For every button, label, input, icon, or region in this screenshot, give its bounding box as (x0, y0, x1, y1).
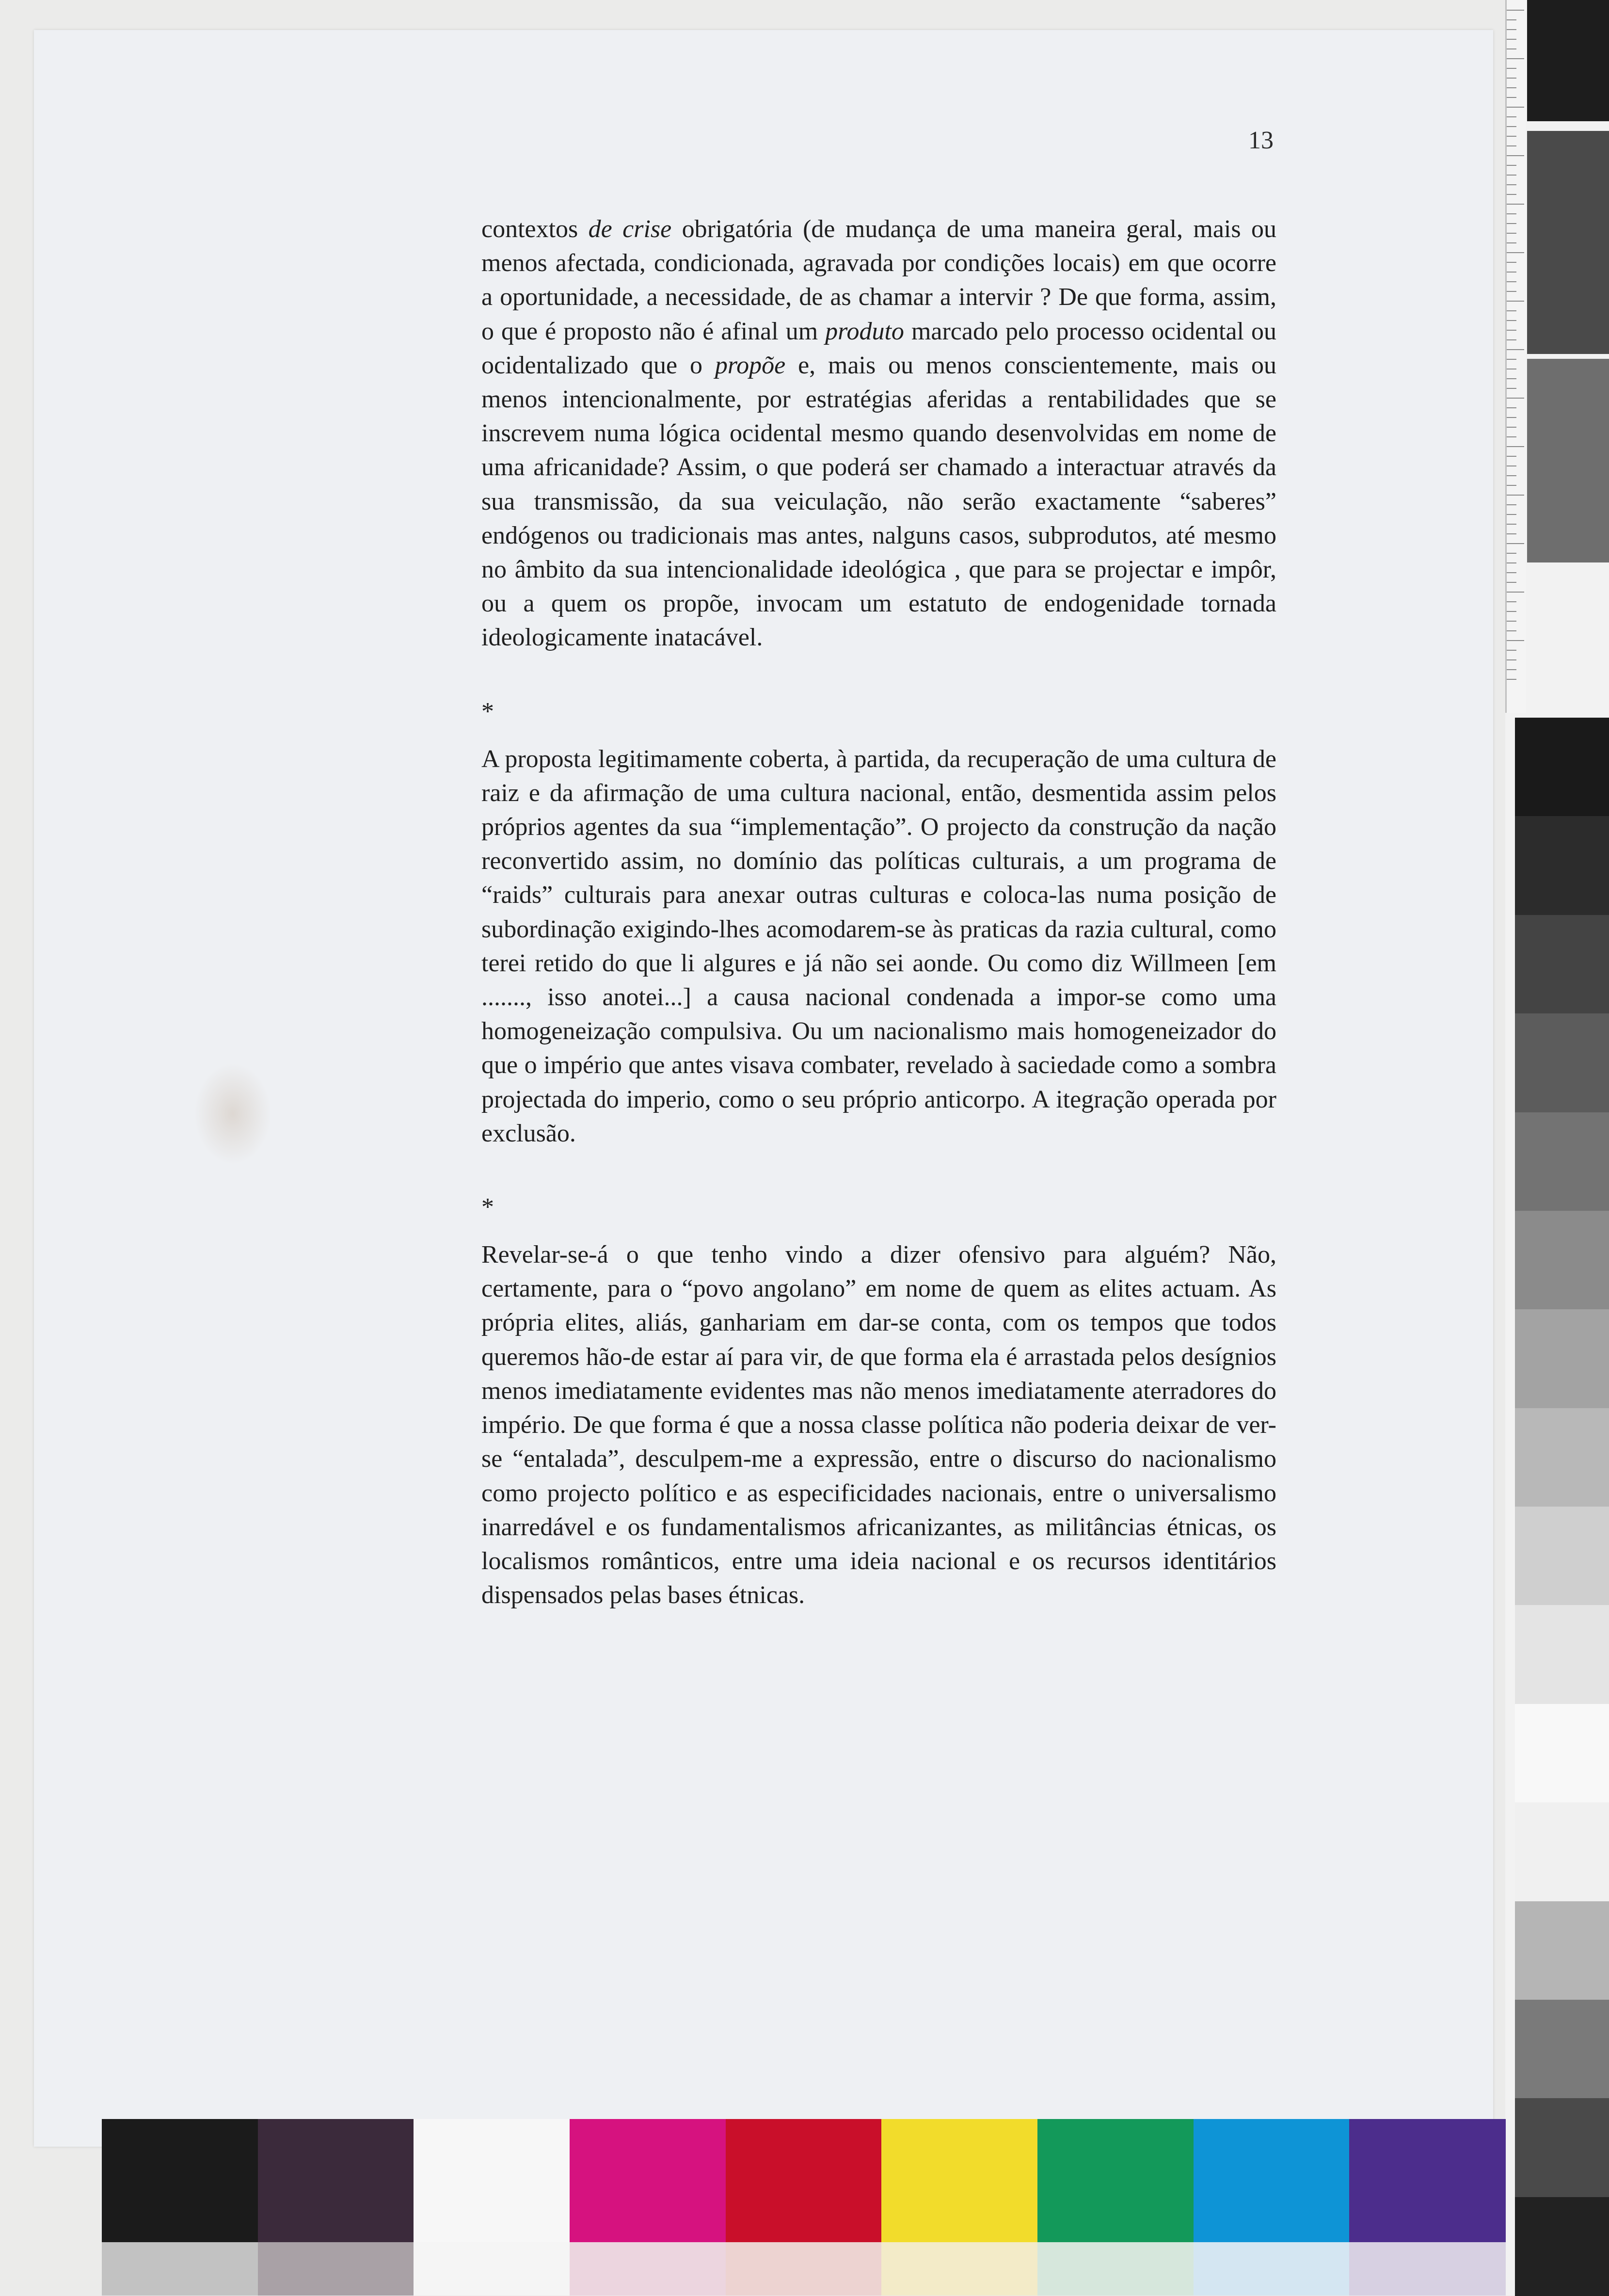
ruler-tick (1507, 252, 1524, 253)
ruler-tick (1507, 204, 1524, 205)
color-patch-tint (258, 2242, 414, 2296)
spacer (481, 729, 1276, 742)
ruler-tick (1507, 136, 1516, 137)
ruler-tick (1507, 10, 1524, 11)
gray-scale-step (1515, 1507, 1609, 1606)
ruler-tick (1507, 553, 1516, 554)
color-patch-tint (414, 2242, 570, 2296)
ruler-tick (1507, 427, 1516, 428)
gray-scale-step (1515, 2098, 1609, 2197)
color-patch-tint (726, 2242, 882, 2296)
ruler-tick (1507, 97, 1516, 98)
gray-scale-step (1515, 1901, 1609, 2000)
ruler-tick (1507, 145, 1516, 146)
color-patch-tint (881, 2242, 1038, 2296)
color-patch-tint (102, 2242, 258, 2296)
ruler-tick (1507, 194, 1516, 195)
ruler-tick (1507, 320, 1516, 321)
ruler-tick (1507, 116, 1516, 117)
color-patch (570, 2119, 726, 2242)
color-patch (102, 2119, 258, 2242)
paragraph-1-text: e, mais ou menos conscientemente, mais ou menos intencionalmente, por estratégias aferidas a rentabilidades que se inscrevem numa lógica ocidental mesmo quando desenvolvidas em nome de uma africanidade? Assim, o que poderá ser chamado a interactuar através da sua transmissão, da sua veiculação, não serão exactamente “saberes” endógenos ou tradicionais mas antes, nalguns casos, subprodutos, até mesmo no âmbito da sua intencionalidade ideológica , que para se projectar e impôr, ou a quem os propõe, invocam um estatuto de endogenidade tornada ideologicamente inatacável. (481, 351, 1276, 652)
ruler-tick (1507, 407, 1516, 408)
gray-scale-step (1515, 1309, 1609, 1408)
paragraph-2: A proposta legitimamente coberta, à partida, da recuperação de uma cultura de raiz e da afirmação de uma cultura nacional, então, desmentida assim pelos próprios agentes da sua “implementação”. O projecto da construção da nação reconvertido assim, no domínio das políticas culturais, a um programa de “raids” culturais para anexar outras culturas e coloca-las numa posição de subordinação exigindo-lhes acomodarem-se às praticas da razia cultural, como terei retido do que li algures e já não sei aonde. Ou como diz Willmeen [em ......., isso anotei...] a causa nacional condenada a impor-se como uma homogeneização compulsiva. Ou um nacionalismo mais homogeneizador do que o império que antes visava combater, revelado à saciedade como a sombra projectada do imperio, como o seu próprio anticorpo. A itegração operada por exclusão. (481, 745, 1276, 1147)
gray-scale-step (1527, 359, 1609, 562)
gray-scale-step (1515, 2197, 1609, 2296)
gray-scale-step (1515, 1112, 1609, 1211)
color-patch (1194, 2119, 1350, 2242)
ruler-tick (1507, 611, 1516, 612)
color-patch-tint (1194, 2242, 1350, 2296)
ruler-tick (1507, 310, 1516, 311)
gray-scale-step (1515, 1211, 1609, 1310)
ruler-tick (1507, 262, 1516, 263)
ruler-tick (1507, 650, 1516, 651)
color-patch (1349, 2119, 1506, 2242)
ruler-tick (1507, 436, 1516, 437)
ruler-tick (1507, 29, 1516, 30)
gray-scale-step (1515, 2000, 1609, 2099)
gray-scale-step (1527, 131, 1609, 354)
gray-scale-step (1515, 1013, 1609, 1112)
spacer (481, 1224, 1276, 1238)
gray-scale-step (1515, 718, 1609, 817)
ruler-tick (1507, 330, 1516, 331)
ruler-tick (1507, 301, 1524, 302)
ruler-tick (1507, 281, 1516, 282)
ruler-tick (1507, 58, 1524, 59)
paragraph-1-text: obrigatória (de mudança de uma maneira geral, mais ou menos afectada, condicionada, agravada por condições locais) em que ocorre a oportunidade, a necessidade, de as chamar a intervir ? De que forma, assim, o que é proposto não é afinal um (481, 215, 1276, 345)
page-number: 13 (1248, 127, 1274, 154)
ruler-tick (1507, 339, 1516, 340)
italic-term: produto (825, 317, 904, 345)
ruler-tick (1507, 107, 1524, 108)
ruler-tick (1507, 87, 1516, 88)
ruler-tick (1507, 456, 1516, 457)
ruler-tick (1507, 184, 1516, 185)
paragraph-3: Revelar-se-á o que tenho vindo a dizer ofensivo para alguém? Não, certamente, para o “povo angolano” em nome de quem as elites actuam. As própria elites, aliás, ganhariam em dar-se conta, com os tempos que todos queremos hão-de estar aí para vir, de que forma ela é arrastada pelos desígnios menos imediatamente evidentes mas não menos imediatamente aterradores do império. De que forma é que a nossa classe política não poderia deixar de ver-se “entalada”, desculpem-me a expressão, entre o discurso do nacionalismo como projecto político e as especificidades nacionais, entre o universalismo inarredável e os fundamentalismos africanizantes, as militâncias étnicas, os localismos românticos, entre uma ideia nacional e os recursos identitários dispensados pelas bases étnicas. (481, 1241, 1276, 1609)
ruler-tick (1507, 582, 1516, 583)
ruler-tick (1507, 640, 1524, 641)
ruler-tick (1507, 592, 1524, 593)
ruler-tick (1507, 533, 1516, 534)
paragraph-1-text: marcado pelo processo ocidental ou ocidentalizado que o (481, 317, 1277, 379)
ruler-tick (1507, 485, 1516, 486)
ruler-tick (1507, 48, 1516, 49)
ruler-tick (1507, 68, 1516, 69)
gray-scale-step (1515, 915, 1609, 1014)
ruler-tick (1507, 175, 1516, 176)
ruler-tick (1507, 213, 1516, 214)
ruler-tick (1507, 39, 1516, 40)
gray-scale-step (1515, 1605, 1609, 1704)
italic-term: propõe (715, 351, 786, 379)
ruler-tick (1507, 126, 1516, 127)
body-text (481, 212, 1276, 1612)
color-patch (881, 2119, 1038, 2242)
ruler-tick (1507, 359, 1516, 360)
ruler-tick (1507, 504, 1516, 505)
ruler-tick (1507, 572, 1516, 573)
ruler-tick (1507, 514, 1516, 515)
ruler-tick (1507, 659, 1516, 660)
ruler-tick (1507, 78, 1516, 79)
ruler-tick (1507, 495, 1524, 496)
ruler-tick (1507, 446, 1524, 447)
color-patch-tint (1037, 2242, 1194, 2296)
stain-mark (194, 1063, 271, 1165)
ruler-tick (1507, 165, 1516, 166)
ruler-tick (1507, 223, 1516, 224)
spacer (481, 1151, 1276, 1190)
ruler-tick (1507, 417, 1516, 418)
paragraph-1 (481, 212, 1276, 655)
ruler-tick (1507, 19, 1516, 20)
color-patch (726, 2119, 882, 2242)
gray-scale-step (1515, 1802, 1609, 1901)
ruler-tick (1507, 562, 1516, 563)
color-patch (1037, 2119, 1194, 2242)
ruler-tick (1507, 630, 1516, 631)
color-patch-tint (1349, 2242, 1506, 2296)
color-calibration-target (102, 2119, 1505, 2296)
ruler-tick (1507, 233, 1516, 234)
ruler-tick (1507, 388, 1516, 389)
gray-scale-step (1515, 816, 1609, 915)
ruler-tick (1507, 601, 1516, 602)
ruler-tick (1507, 378, 1516, 379)
ruler-tick (1507, 155, 1524, 156)
ruler-tick (1507, 398, 1524, 399)
section-separator: * (481, 1193, 494, 1221)
ruler-tick (1507, 669, 1516, 670)
gray-scale-step (1527, 0, 1609, 121)
ruler-tick (1507, 524, 1516, 525)
color-patch-tint (570, 2242, 726, 2296)
ruler-tick (1507, 543, 1524, 544)
ruler-tick (1507, 475, 1516, 476)
section-separator: * (481, 697, 494, 725)
ruler-scale (1505, 0, 1526, 713)
color-patch (414, 2119, 570, 2242)
paragraph-1-text: contextos (481, 215, 589, 243)
ruler-tick (1507, 291, 1516, 292)
ruler-tick (1507, 621, 1516, 622)
ruler-tick (1507, 349, 1524, 350)
gray-scale-step (1515, 1704, 1609, 1803)
italic-term: de crise (588, 215, 672, 243)
ruler-tick (1507, 679, 1516, 680)
ruler-tick (1507, 242, 1516, 243)
color-patch (258, 2119, 414, 2242)
ruler-tick (1507, 272, 1516, 273)
spacer (481, 655, 1276, 695)
gray-scale-step (1515, 1408, 1609, 1507)
